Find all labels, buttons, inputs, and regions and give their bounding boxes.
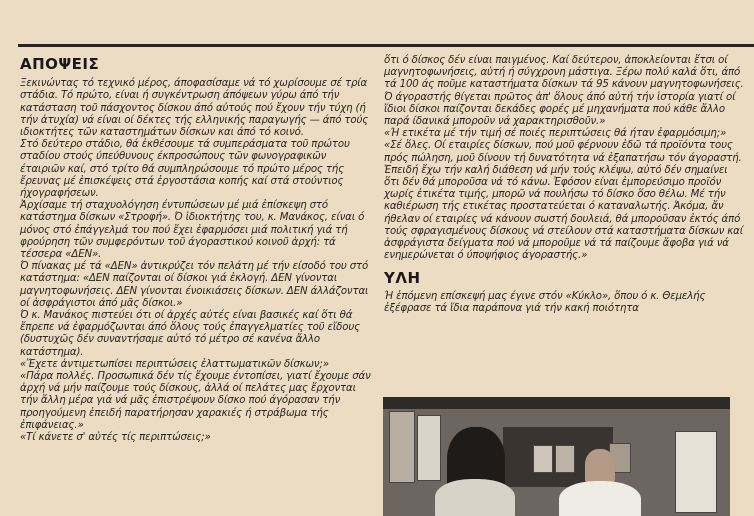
right-column — [384, 55, 744, 315]
paragraph: «Πάρα πολλές. Προσωπικά δέν τίς ἔχουμε έντοπίσει, γιατί ἔχουμε σάν ἀρχή νά μήν παίζουμε τούς δίσκους, ἀλλά οί πελάτες μας ἔρχονται τήν ἄλλη μέρα γιά νά μᾶς ἐπιστρέψουν δίσκο πού άγόρασαν τήν προηγούμενη ἐπειδή παρατήρησαν χαρακιές ή στράβωμα τής ἐπιφάνειας.» — [20, 371, 371, 431]
paragraph: Ἀρχίσαμε τή σταχυολόγηση έντυπώσεων μέ μιά ἐπίσκεψη στό κατάστημα δίσκων «Στροφή». Ό ἰδιοκτήτης του, κ. Μανάκος, είναι ό μόνος στό ἐπάγγελμά του πού ἔχει ἐφαρμόσει μιά πολιτική γιά τή φρούρηση τῶν συμφερόντων τοῦ άγοραστικού κοινοῦ ἀρχή: τά τέσσερα «ΔΕΝ». — [20, 200, 365, 261]
paragraph: Ξεκινώντας τό τεχνικό μέρος, άποφασίσαμε νά τό χωρίσουμε σέ τρία στάδια. Τό πρώτο, είναι ή συγκέντρωση άπόψεων γύρω άπό τήν κατάσταση τοῦ πάσχοντος δίσκου άπό αὐτούς πού ἔχουν τήν τύχη (ή τήν ἀτυχία) νά είναι οί δέκτες τής ελληνικής παραγωγής — άπό τούς ιδιοκτήτες τῶν καταστημάτων δίσκων και άπό τό κοινό. — [20, 78, 369, 139]
paragraph: «Σέ ὅλες. Οί εταιρίες δίσκων, πού μοῦ φέρνουν ἐδῶ τά προϊόντα τους πρός πώληση, μοῦ δίνουν τή δυνατότητα νά ἐξαπατήσω τόν άγοραστή. Ἐπειδή ἔχω τήν καλή διάθεση νά μήν τούς κλέψω, αὐτό δέν σημαίνει ὅτι δέν θά μποροῦσα νά τό κάνω. Ἐφόσον είναι ἐμπορεύσιμο προϊόν χωρίς ἐτικέτα τιμής, μπορῶ νά πουλήσω τό δίσκο ὅσο θέλω. Μέ τήν καθιέρωση τής ετικέτας προστατεύεται ό καταναλωτής. Ἀκόμα, ἄν ήθελαν οί εταιρίες νά κάνουν σωστή δουλειά, θά μποροῦσαν ἐκτός άπό τούς σφραγισμένους δίσκους νά στείλουν στά καταστήματα δίσκων καί ἀσφράγιστα δείγματα πού νά μποροῦμε νά τά παίζουμε ἄφοβα γιά νά ενημερώνεται ό ύποψήφιος άγοραστής.» — [384, 140, 744, 262]
paragraph: «Ή ετικέτα μέ τήν τιμή σέ ποιές περιπτώσεις θά ήταν ἐφαρμόσιμη;» — [384, 128, 727, 140]
paragraph: «Τί κάνετε σ' αὐτές τίς περιπτώσεις;» — [20, 432, 211, 444]
left-column — [20, 55, 372, 444]
paragraph: Ό πίνακας μέ τά «ΔΕΝ» ἀντικρύζει τόν πελάτη μέ τήν είσοδό του στό κατάστημα: «ΔΕΝ παίζονται οί δίσκοι γιά ἐκλογή. ΔΕΝ γίνονται μαγνητοφωνήσεις. ΔΕΝ γίνονται ένοικιάσεις δίσκων. ΔΕΝ άλλάζονται οί ἀσφράγιστοι άπό μᾶς δίσκοι.» — [20, 261, 369, 309]
paragraph: ὅτι ό δίσκος δέν είναι παιγμένος. Καί δεύτερον, ἀποκλείονται ἔτσι οί μαγνητοφωνήσεις, αὐτή ή σύγχρονη μάστιγα. Ξέρω πολύ καλά ὅτι, άπό τά 100 άς ποῦμε καταστήματα δίσκων τά 95 κάνουν μαγνητοφωνήσεις. Ό άγοραστής θίγεται πρῶτος ἀπ' ὅλους άπό αὐτή τήν ἱστορία γιατί οί ἴδιοι δίσκοι παίζονται δεκάδες φορές μέ μηχανήματα πού κάθε ἄλλο παρά ίδανικά μποροῦν νά χαρακτηρισθοῦν.» — [384, 55, 744, 128]
section-heading-yli: ΥΛΗ — [384, 269, 421, 288]
paragraph: Ή ἑπόμενη επίσκεψή μας έγινε στόν «Κύκλο», ὅπου ό κ. Θεμελής ἐξέφρασε τά ἴδια παράπονα γιά τήν κακή ποιότητα — [384, 290, 706, 314]
paragraph: «Ἔχετε ἀντιμετωπίσει περιπτώσεις ἐλαττωματικῶν δίσκων;» — [20, 358, 329, 370]
paragraph: Στό δεύτερο στάδιο, θά ἐκθέσουμε τά συμπεράσματα τοῦ πρώτου σταδίου στούς ύπεύθυνους έκπροσώπους τῶν φωνογραφικῶν έταιριῶν καί, στό τρίτο θά συμπληρώσουμε τό πρώτο μέρος τής ἔρευνας μέ ἐπισκέψεις στά ἐργοστάσια κοπής καί στά στούντιος ήχογραφήσεων. — [20, 139, 350, 200]
section-heading-apopseis: ΑΠΟΨΕΙΣ — [20, 55, 100, 73]
store-photo — [383, 397, 730, 516]
paragraph: Ό κ. Μανάκος πιστεύει ότι οί ἀρχές αὐτές είναι βασικές καί ὅτι θά ἔπρεπε νά ἐφαρμόζωνται άπό ὅλους τούς ἐπαγγελματίες τοῦ εἴδους (δυστυχῶς δέν συναντήσαμε αὐτό τό μέτρο σέ κανένα ἄλλο κατάστημα). — [20, 310, 360, 358]
top-rule — [18, 44, 754, 47]
